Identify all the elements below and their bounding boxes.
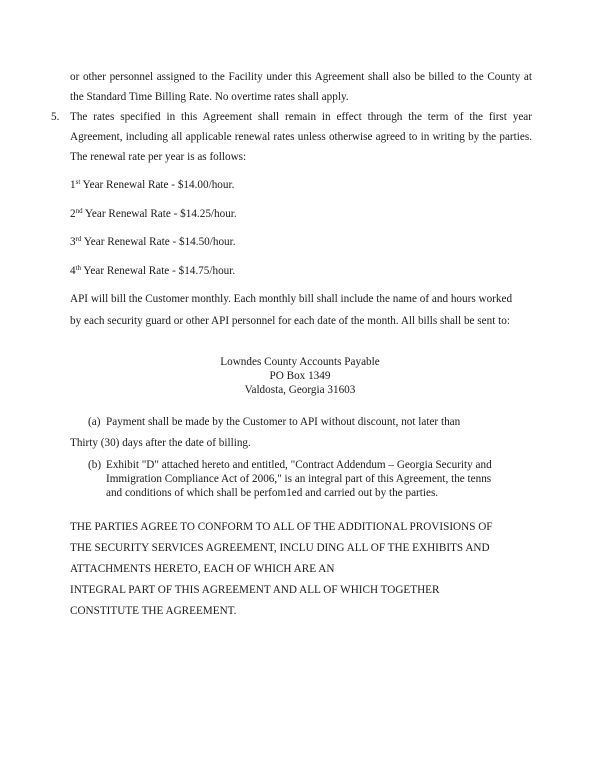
- renewal-rate: [70, 178, 234, 192]
- address-line: PO Box 1349: [269, 370, 331, 382]
- rate-text: Year Renewal Rate - $14.50/hour.: [81, 236, 236, 248]
- ordinal-suffix: rd: [75, 235, 82, 243]
- rate-text: Year Renewal Rate - $14.25/hour.: [82, 208, 237, 220]
- billing-line: by each security guard or other API personnel for each date of the month. All bills shall be sent to:: [70, 315, 510, 327]
- item-b-line: and conditions of which shall be perfom1ed and carried out by the parties.: [106, 487, 439, 499]
- item-a-line: Thirty (30) days after the date of billing.: [70, 437, 251, 449]
- paragraph-line: the Standard Time Billing Rate. No overtime rates shall apply.: [70, 91, 349, 103]
- item-b-line: Immigration Compliance Act of 2006," is an integral part of this Agreement, the tenns: [106, 473, 492, 485]
- address-line: Valdosta, Georgia 31603: [244, 384, 356, 396]
- item-a-line: Payment shall be made by the Customer to API without discount, not later than: [106, 416, 461, 428]
- rate-text: Year Renewal Rate - $14.75/hour.: [81, 265, 236, 277]
- ordinal-suffix: st: [75, 178, 81, 186]
- item-b-line: Exhibit "D" attached hereto and entitled, "Contract Addendum – Georgia Security and: [106, 459, 492, 471]
- renewal-rate: [70, 235, 236, 249]
- item-number: 5.: [51, 111, 60, 123]
- ordinal-suffix: th: [75, 264, 82, 272]
- item-a-label: (a): [88, 416, 101, 428]
- rate-year: 4: [70, 265, 76, 277]
- item-5-line: The renewal rate per year is as follows:: [70, 151, 247, 163]
- ordinal-suffix: nd: [75, 207, 83, 215]
- rate-year: 2: [70, 208, 76, 220]
- rate-year: 1: [70, 179, 76, 191]
- renewal-rate: [70, 207, 237, 221]
- paragraph-line: or other personnel assigned to the Facility under this Agreement shall also be billed to the County at: [70, 71, 532, 83]
- billing-line: API will bill the Customer monthly. Each monthly bill shall include the name of and hours worked: [70, 293, 513, 305]
- rate-year: 3: [70, 236, 76, 248]
- closing-line: THE SECURITY SERVICES AGREEMENT, INCLU DING ALL OF THE EXHIBITS AND: [70, 542, 490, 554]
- address-line: Lowndes County Accounts Payable: [220, 356, 380, 368]
- renewal-rate: [70, 264, 235, 278]
- rate-text: Year Renewal Rate - $14.00/hour.: [80, 179, 235, 191]
- closing-line: ATTACHMENTS HERETO, EACH OF WHICH ARE AN: [70, 563, 335, 575]
- closing-line: THE PARTIES AGREE TO CONFORM TO ALL OF THE ADDITIONAL PROVISIONS OF: [70, 521, 493, 533]
- item-5-line: Agreement, including all applicable renewal rates unless otherwise agreed to in writing by the parties.: [70, 131, 532, 143]
- item-b-label: (b): [88, 459, 102, 471]
- item-5-line: The rates specified in this Agreement shall remain in effect through the term of the first year: [70, 111, 532, 123]
- closing-line: INTEGRAL PART OF THIS AGREEMENT AND ALL OF WHICH TOGETHER: [70, 584, 440, 596]
- closing-line: CONSTITUTE THE AGREEMENT.: [70, 605, 237, 617]
